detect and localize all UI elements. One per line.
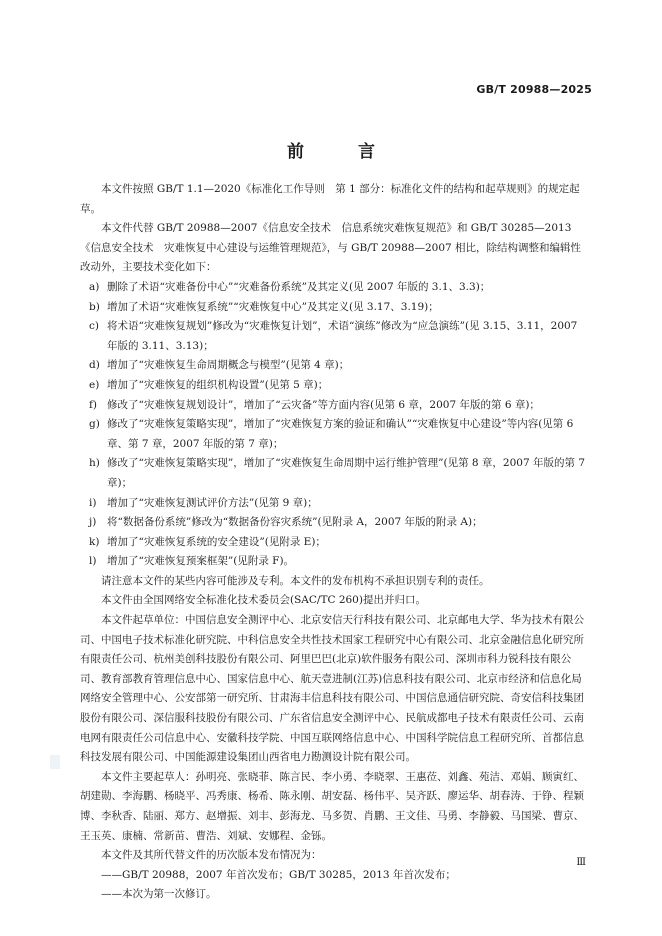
list-item-text: 删除了术语“灾难备份中心”“灾难备份系统”及其定义(见 2007 年版的 3.1、3.3)； (107, 280, 491, 293)
paragraph-patent-notice: 请注意本文件的某些内容可能涉及专利。本文件的发布机构不承担识别专利的责任。 (101, 574, 490, 587)
list-item-text: 增加了“灾难恢复测试评价方法”(见第 9 章)； (107, 496, 318, 509)
list-marker: j) (89, 516, 97, 529)
paragraph-drafters: 本文件主要起草人：孙明亮、张晓菲、陈言民、李小勇、李晓翠、王惠莅、刘鑫、苑洁、邓娟、顾寅红、胡建勋、李海鹏、杨晓平、冯秀康、杨希、陈永刚、胡安磊、杨伟平、吴齐跃、廖运华、胡春涛、于铮、程颖博、李秋香、陆丽、郑方、赵增振、刘丰、彭海龙、马多贺、肖鹏、王文佳、马勇、李静毅、马国梁、曹京、王玉英、康楠、常新苗、曹浩、刘斌、安娜程、金铄。 (80, 770, 584, 842)
page-number: Ⅲ (576, 857, 586, 868)
paragraph-drafting-units: 本文件起草单位：中国信息安全测评中心、北京安信天行科技有限公司、北京邮电大学、华为技术有限公司、中国电子技术标准化研究院、中科信息安全共性技术国家工程研究中心有限公司、北京金融信息化研究所有限责任公司、杭州美创科技股份有限公司、阿里巴巴(北京)软件服务有限公司、深圳市科力锐科技有限公司、教育部教育管理信息中心、国家信息中心、航天壹进制(江苏)信息科技有限公司、北京市经济和信息化局网络安全管理中心、公安部第一研究所、甘肃海丰信息科技有限公司、中国信息通信研究院、奇安信科技集团股份有限公司、深信服科技股份有限公司、广东省信息安全测评中心、民航成都电子技术有限责任公司、云南电网有限责任公司信息中心、安徽科技学院、中国互联网络信息中心、中国科学院信息工程研究所、首都信息科技发展有限公司、中国能源建设集团山西省电力勘测设计院有限公司。 (80, 614, 584, 764)
paragraph-history-intro: 本文件及其所代替文件的历次版本发布情况为： (101, 849, 322, 862)
list-item (80, 298, 588, 318)
list-item (80, 278, 588, 298)
list-item-text: 修改了“灾难恢复策略实现”，增加了“灾难恢复方案的验证和确认”“灾难恢复中心建设”等内容(见第 6 章、第 7 章，2007 年版的第 7 章)； (107, 418, 574, 450)
list-marker: h) (89, 457, 100, 470)
foreword-body (80, 180, 588, 905)
list-item (80, 533, 588, 553)
list-item (80, 552, 588, 572)
list-item-text: 增加了“灾难恢复预案框架”(见附录 F)。 (107, 555, 295, 568)
list-marker: a) (89, 280, 100, 293)
list-item-text: 将“数据备份系统”修改为“数据备份容灾系统”(见附录 A，2007 年版的附录 A)； (107, 516, 483, 529)
list-item-text: 增加了“灾难恢复系统的安全建设”(见附录 E)； (107, 535, 326, 548)
list-marker: f) (89, 398, 97, 411)
paragraph-proposer: 本文件由全国网络安全标准化技术委员会(SAC/TC 260)提出并归口。 (101, 594, 426, 607)
list-item-text: 增加了术语“灾难恢复系统”“灾难恢复中心”及其定义(见 3.17、3.19)； (107, 300, 439, 313)
margin-mark (50, 755, 60, 769)
list-item (80, 513, 588, 533)
history-item: ——本次为第一次修订。 (101, 888, 217, 901)
list-marker: k) (89, 535, 100, 548)
list-item (80, 396, 588, 416)
list-item (80, 415, 588, 454)
list-marker: g) (89, 418, 100, 431)
list-marker: i) (89, 496, 97, 509)
list-item (80, 454, 588, 493)
list-marker: b) (89, 300, 100, 313)
list-marker: l) (89, 555, 97, 568)
change-list (80, 278, 588, 572)
list-marker: d) (89, 359, 100, 372)
list-item-text: 修改了“灾难恢复规划设计”，增加了“云灾备”等方面内容(见第 6 章，2007 年版的第 6 章)； (107, 398, 540, 411)
standard-number: GB/T 20988—2025 (476, 83, 592, 96)
list-item (80, 494, 588, 514)
list-item-text: 将术语“灾难恢复规划”修改为“灾难恢复计划”，术语“演练”修改为“应急演练”(见 3.15、3.11，2007 年版的 3.11、3.13)； (107, 320, 578, 352)
page-title: 前 言 (287, 142, 399, 162)
list-item (80, 376, 588, 396)
list-item-text: 修改了“灾难恢复策略实现”，增加了“灾难恢复生命周期中运行维护管理”(见第 8 章，2007 年版的第 7 章)； (107, 457, 585, 489)
list-marker: c) (89, 320, 99, 333)
list-item (80, 317, 588, 356)
list-item-text: 增加了“灾难恢复生命周期概念与模型”(见第 4 章)； (107, 359, 350, 372)
list-marker: e) (89, 378, 100, 391)
paragraph-replacement: 本文件代替 GB/T 20988—2007《信息安全技术 信息系统灾难恢复规范》和 GB/T 30285—2013《信息安全技术 灾难恢复中心建设与运维管理规范》，与 GB/T 20988—2007 相比，除结构调整和编辑性改动外，主要技术变化如下： (80, 222, 582, 274)
paragraph-drafting-rules: 本文件按照 GB/T 1.1—2020《标准化工作导则 第 1 部分：标准化文件的结构和起草规则》的规定起草。 (80, 183, 580, 215)
history-item: ——GB/T 20988，2007 年首次发布；GB/T 30285，2013 年首次发布； (101, 868, 456, 881)
list-item (80, 356, 588, 376)
list-item-text: 增加了“灾难恢复的组织机构设置”(见第 5 章)； (107, 378, 329, 391)
